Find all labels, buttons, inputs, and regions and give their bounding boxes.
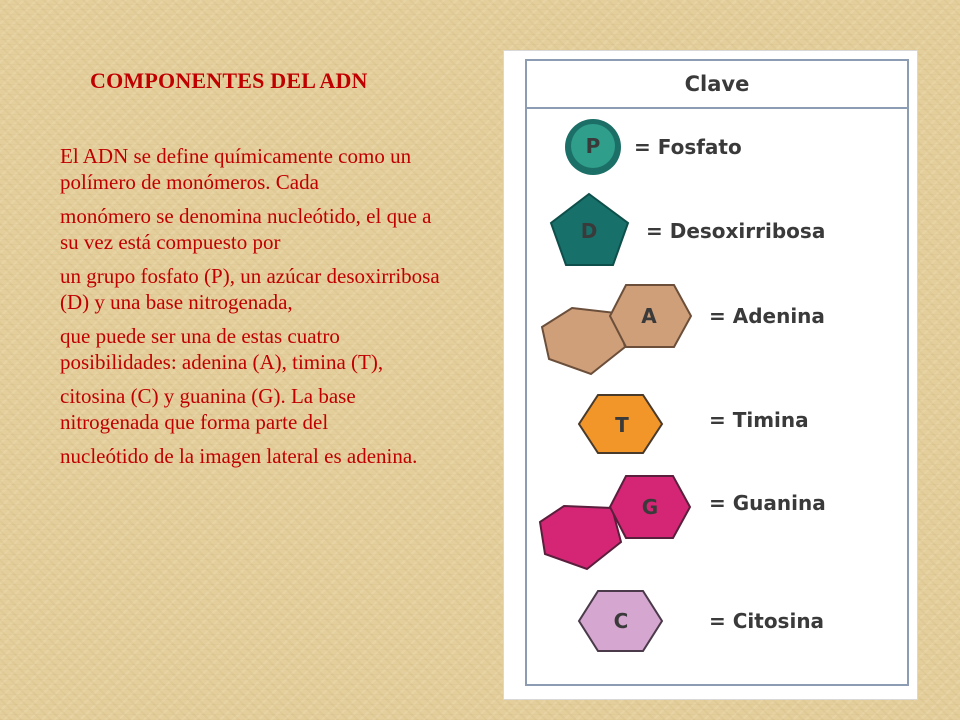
paragraph: El ADN se define químicamente como un polímero de monómeros. Cada bbox=[60, 144, 412, 194]
guanine-letter: G bbox=[641, 495, 659, 519]
adenine-double-ring-icon bbox=[542, 285, 691, 374]
phosphate-label: = Fosfato bbox=[634, 135, 742, 159]
key-header: Clave bbox=[527, 61, 907, 109]
thymine-label: = Timina bbox=[709, 408, 809, 432]
paragraph: monómero se denomina nucleótido, el que a su vez está compuesto por bbox=[60, 204, 432, 254]
cytosine-hexagon-icon bbox=[579, 591, 662, 651]
deoxyribose-pentagon-icon bbox=[551, 194, 628, 265]
slide-title: COMPONENTES DEL ADN bbox=[90, 68, 368, 93]
paragraph: un grupo fosfato (P), un azúcar desoxirribosa (D) y una base nitrogenada, bbox=[60, 264, 440, 314]
guanine-double-ring-icon bbox=[540, 476, 690, 569]
adenine-label: = Adenina bbox=[709, 304, 825, 328]
deoxyribose-label: = Desoxirribosa bbox=[646, 219, 826, 243]
phosphate-letter: P bbox=[585, 134, 601, 158]
cytosine-letter: C bbox=[613, 609, 629, 633]
cytosine-label: = Citosina bbox=[709, 609, 825, 633]
body-text bbox=[60, 143, 455, 477]
paragraph: que puede ser una de estas cuatro posibilidades: adenina (A), timina (T), bbox=[60, 324, 384, 374]
paragraph: nucleótido de la imagen lateral es adenina. bbox=[60, 444, 418, 468]
deoxyribose-letter: D bbox=[580, 219, 598, 243]
key-legend-graphic bbox=[504, 51, 917, 699]
paragraph: citosina (C) y guanina (G). La base nitrogenada que forma parte del bbox=[60, 384, 356, 434]
thymine-hexagon-icon bbox=[579, 395, 662, 453]
nucleotide-key-panel bbox=[504, 51, 917, 699]
guanine-label: = Guanina bbox=[709, 491, 826, 515]
phosphate-circle-icon bbox=[565, 119, 621, 175]
thymine-letter: T bbox=[615, 413, 629, 437]
adenine-letter: A bbox=[641, 304, 657, 328]
